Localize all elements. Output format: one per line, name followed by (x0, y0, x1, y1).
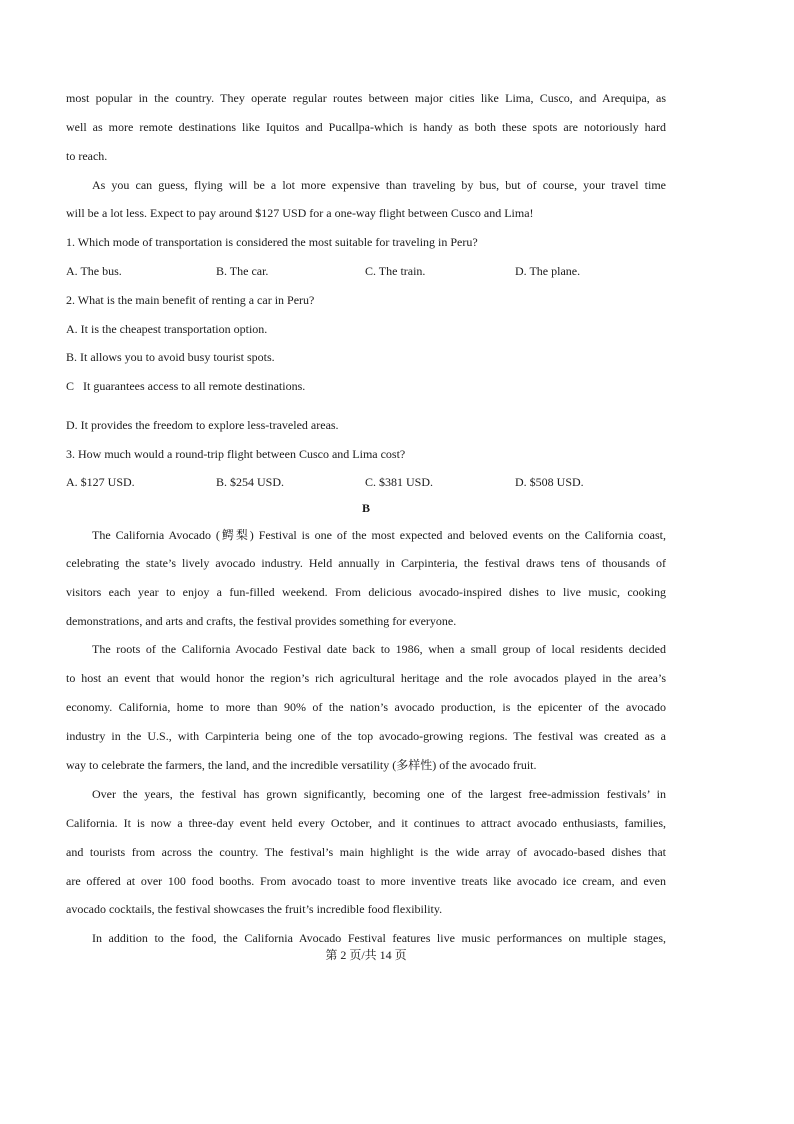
option-a: A. The bus. (66, 264, 122, 278)
passage-b-line: celebrating the state’s lively avocado industry. Held annually in Carpinteria, the festival draws tens of thousands of (66, 556, 666, 570)
option-a: A. It is the cheapest transportation option. (66, 322, 268, 336)
question-stem: 1. Which mode of transportation is considered the most suitable for traveling in Peru? (66, 235, 478, 249)
passage-a-line: most popular in the country. They operate regular routes between major cities like Lima, Cusco, and Arequipa, as (66, 91, 666, 105)
option-c: C. $381 USD. (365, 475, 434, 489)
passage-b-line: avocado cocktails, the festival showcases the fruit’s incredible food flexibility. (66, 902, 443, 916)
passage-b-line: The roots of the California Avocado Festival date back to 1986, when a small group of local residents decided (92, 642, 666, 656)
question-options (66, 474, 666, 490)
passage-b-line: Over the years, the festival has grown significantly, becoming one of the largest free-admission festivals’ in (92, 787, 666, 801)
passage-a-line: As you can guess, flying will be a lot more expensive than traveling by bus, but of course, your travel time (92, 178, 666, 192)
passage-a-line: well as more remote destinations like Iquitos and Pucallpa-which is handy as both these spots are notoriously hard (66, 120, 666, 134)
passage-a-line: will be a lot less. Expect to pay around $127 USD for a one-way flight between Cusco and Lima! (66, 206, 534, 220)
option-d: D. It provides the freedom to explore less-traveled areas. (66, 418, 339, 432)
passage-b-line: are offered at over 100 food booths. From avocado toast to more inventive treats like avocado ice cream, and even (66, 874, 666, 888)
question-options (66, 263, 666, 279)
passage-a-line: to reach. (66, 149, 108, 163)
passage-b-line: The California Avocado (鳄梨) Festival is one of the most expected and beloved events on the California coast, (92, 528, 666, 542)
passage-b-line: to host an event that would honor the region’s rich agricultural heritage and the role avocados played in the area’s (66, 671, 666, 685)
option-a: A. $127 USD. (66, 475, 135, 489)
question-stem: 2. What is the main benefit of renting a car in Peru? (66, 293, 315, 307)
passage-b-line: way to celebrate the farmers, the land, and the incredible versatility (多样性) of the avocado fruit. (66, 758, 537, 772)
option-d: D. $508 USD. (515, 475, 584, 489)
option-c: C. The train. (365, 264, 426, 278)
passage-b-line: California. It is now a three-day event held every October, and it continues to attract avocado enthusiasts, families, (66, 816, 666, 830)
option-d: D. The plane. (515, 264, 581, 278)
passage-b-line: In addition to the food, the California Avocado Festival features live music performances on multiple stages, (92, 931, 666, 945)
question-stem: 3. How much would a round-trip flight between Cusco and Lima cost? (66, 447, 406, 461)
option-b: B. The car. (216, 264, 269, 278)
section-heading: B (361, 501, 370, 515)
option-b: B. $254 USD. (216, 475, 285, 489)
passage-b-line: demonstrations, and arts and crafts, the festival provides something for everyone. (66, 614, 457, 628)
passage-b-line: and tourists from across the country. The festival’s main highlight is the wide array of avocado-based dishes that (66, 845, 666, 859)
page-number: 第 2 页/共 14 页 (325, 948, 407, 962)
passage-b-line: economy. California, home to more than 90% of the nation’s avocado production, is the epicenter of the avocado (66, 700, 666, 714)
option-b: B. It allows you to avoid busy tourist spots. (66, 350, 275, 364)
passage-b-line: visitors each year to enjoy a fun-filled weekend. From delicious avocado-inspired dishes to live music, cooking (66, 585, 666, 599)
option-c: C It guarantees access to all remote destinations. (66, 379, 306, 393)
passage-b-line: industry in the U.S., with Carpinteria being one of the top avocado-growing regions. The festival was created as a (66, 729, 666, 743)
